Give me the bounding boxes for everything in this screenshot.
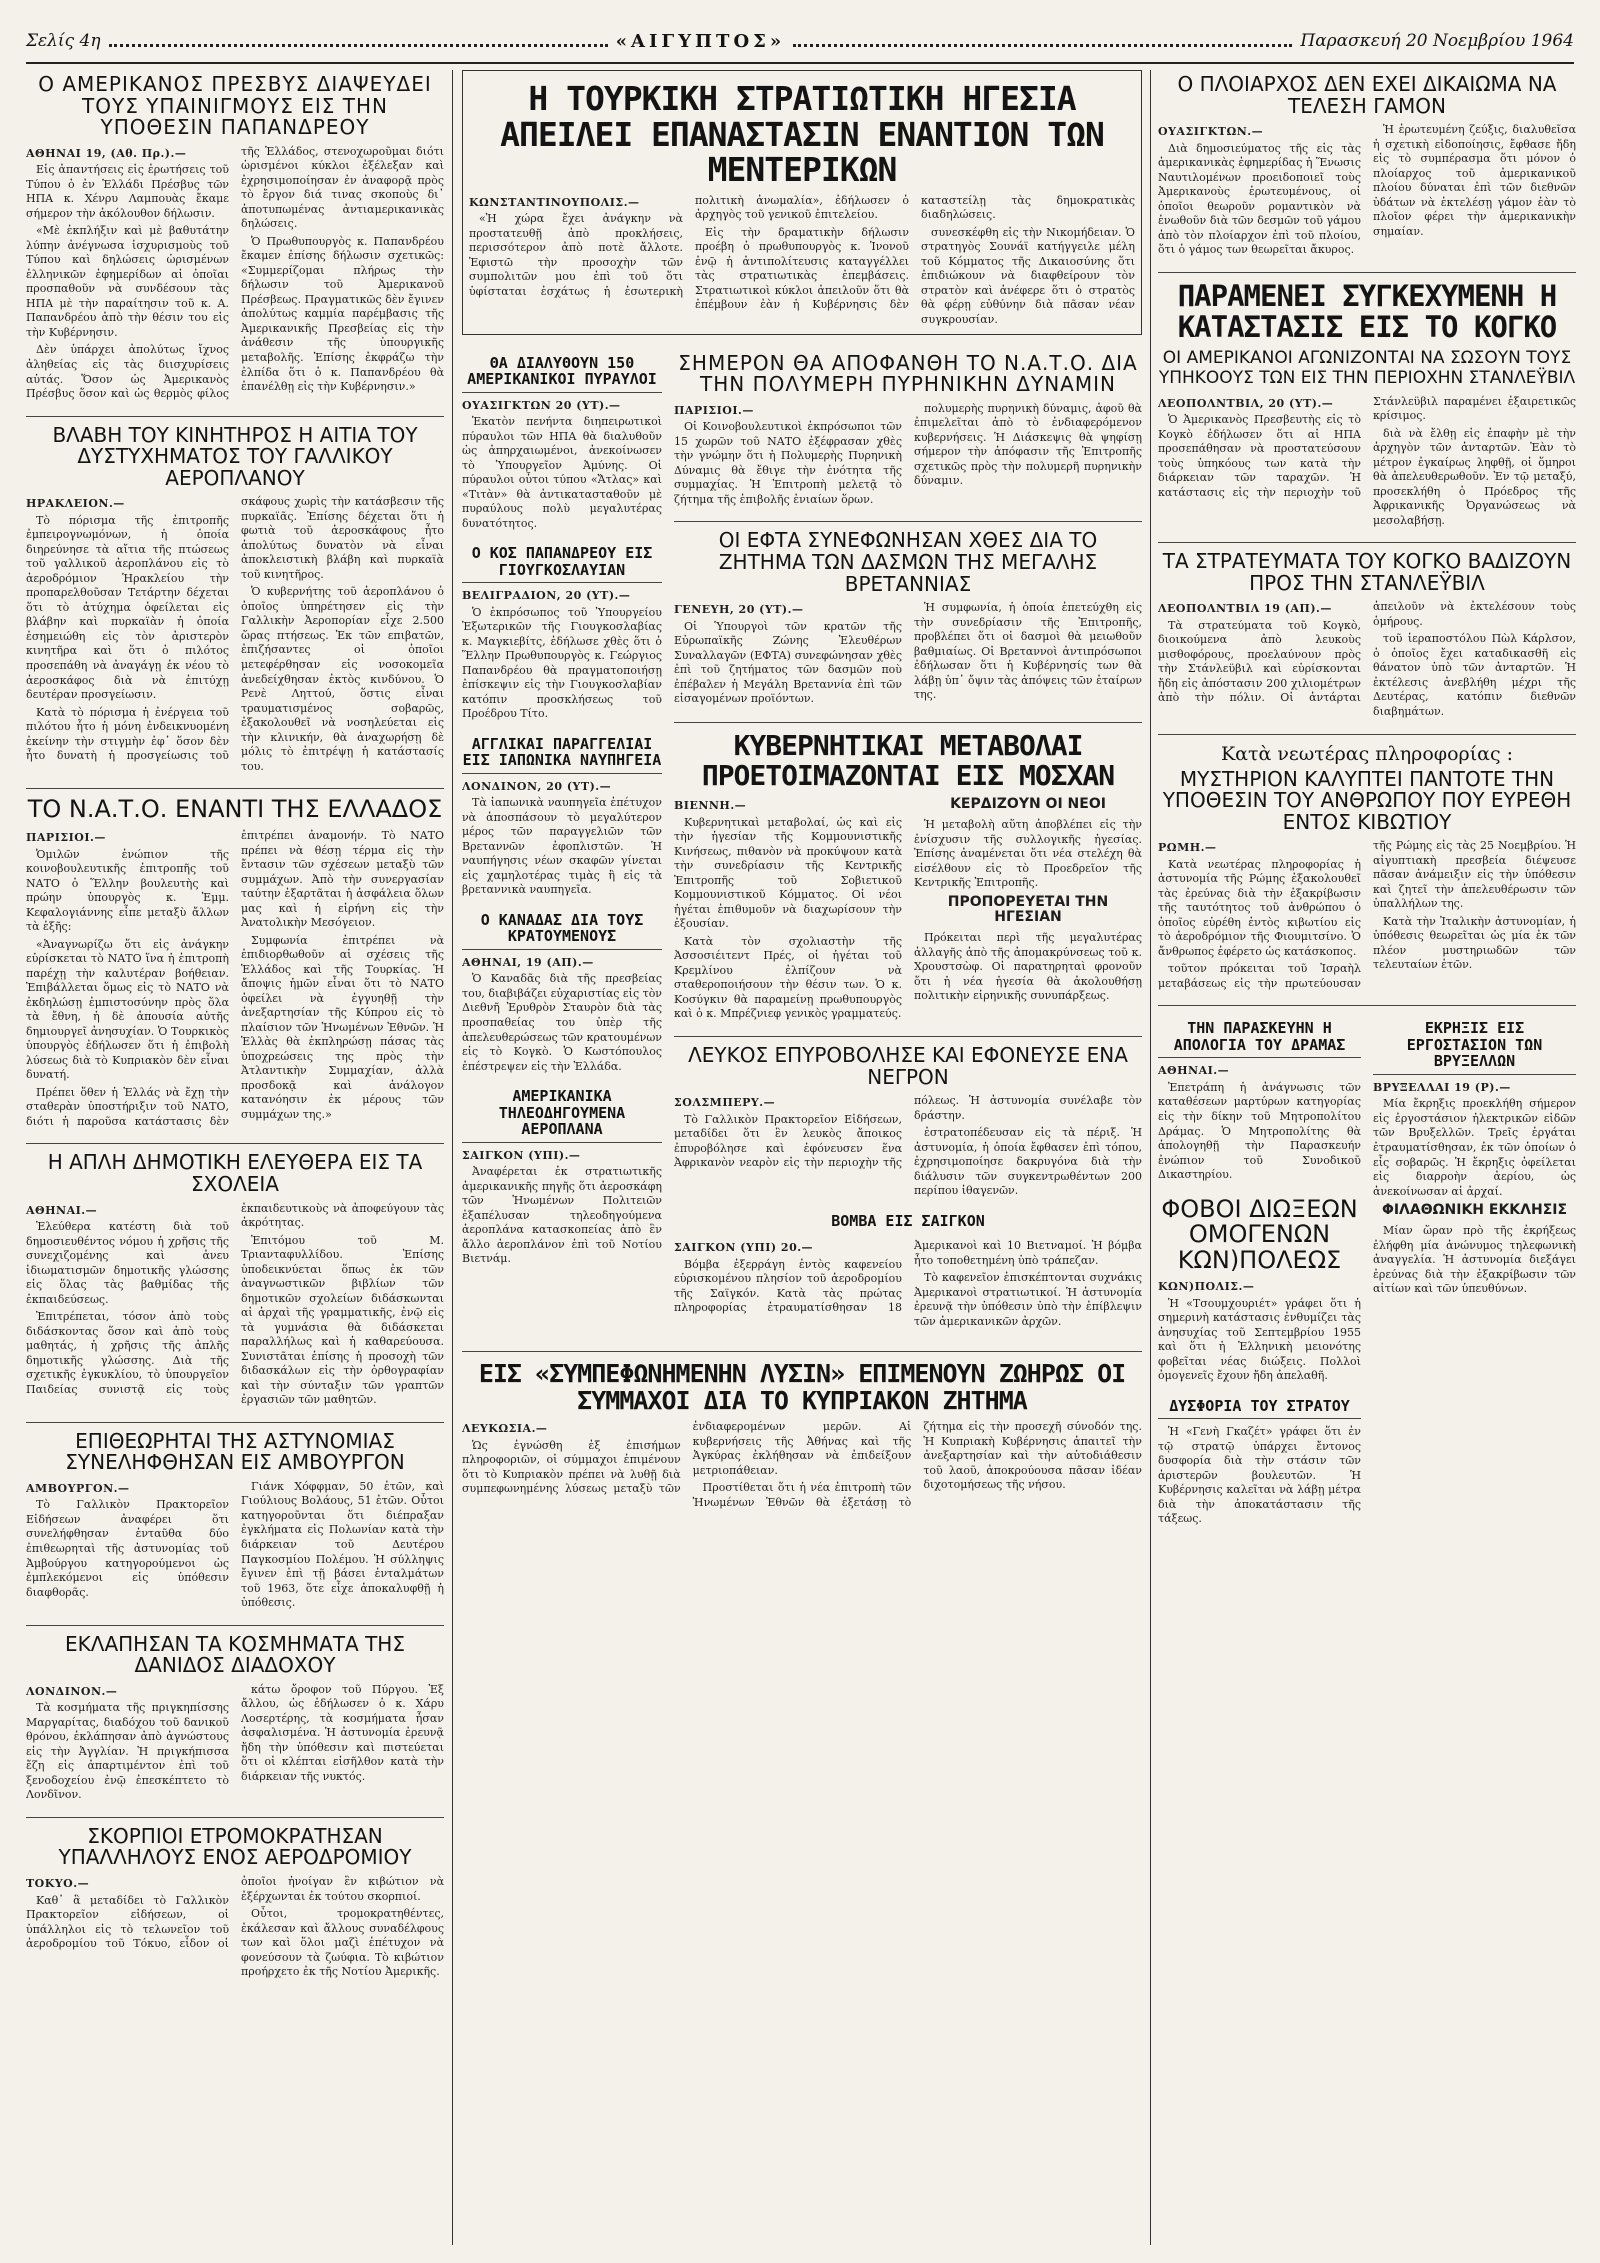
headline: ΣΚΟΡΠΙΟΙ ΕΤΡΟΜΟΚΡΑΤΗΣΑΝ ΥΠΑΛΛΗΛΟΥΣ ΕΝΟΣ ΑΕΡΟΔΡΟΜΙΟΥ: [58, 1823, 412, 1870]
separator: [674, 521, 1142, 522]
paragraph: Πρέπει ὅθεν ἡ Ἑλλάς νὰ ἔχῃ τὴν σταθερὰν ὑποστήριξιν τοῦ ΝΑΤΟ, διότι ἡ παροῦσα κατάστασις δὲν ἐπιτρέπει ἀναμονήν. Τὸ ΝΑΤΟ πρέπει νὰ θέσῃ τέρμα εἰς τὴν ἔντασιν τῶν σχέσεων μεταξὺ τῶν συμμάχων. Ἀπὸ τὴν συνεργασίαν ταύτην ἐξαρτᾶται ἡ ἀσφάλεια ὅλων μας καὶ ἡ εἰρήνη εἰς τὴν Ἀνατολικὴν Μεσόγειον.: [26, 829, 444, 1128]
page-label: Σελίς 4η: [26, 31, 101, 51]
paragraph: Ἐπιτόμου τοῦ Μ. Τριανταφυλλίδου. Ἐπίσης ὑποδεικνύεται ὅπως ἐκ τῶν ἀναγνωστικῶν βιβλίων τῶν δημοτικῶν σχολείων διδάσκωνται αἱ ἀρχαὶ τῆς γραμματικῆς, ἐνῷ εἰς τὰ γυμνάσια θὰ διδάσκεται παραλλήλως καὶ ἡ καθαρεύουσα. Συνιστᾶται ἐπίσης ἡ προσοχὴ τῶν διδασκάλων εἰς τὴν ὀρθογραφίαν καὶ τὴν σύνταξιν τῶν γραπτῶν ἐργασιῶν τῶν μαθητῶν.: [241, 1233, 444, 1407]
separator: [26, 1422, 444, 1423]
dateline: ΗΡΑΚΛΕΙΟΝ.—: [26, 497, 125, 511]
center-split: [462, 349, 1142, 1344]
dateline: ΑΘΗΝΑΙ, 19 (ΑΠ).—: [462, 955, 594, 969]
article-body: [674, 1239, 1142, 1329]
paragraph: Βόμβα ἐξερράγη ἐντὸς καφενείου εὑρισκομένου πλησίον τοῦ ἀεροδρομίου τῆς Σαϊγκόν. Κατὰ τὰς πρώτας πληροφορίας ἐτραυματίσθησαν 18 Ἀμερικανοὶ καὶ 10 Βιετναμοί. Ἡ βόμβα ἦτο τοποθετημένη ὑπὸ τράπεζαν.: [674, 1239, 1142, 1315]
headline: ΑΜΕΡΙΚΑΝΙΚΑ ΤΗΛΕΟΔΗΓΟΥΜΕΝΑ ΑΕΡΟΠΛΑΝΑ: [462, 1088, 662, 1143]
paragraph: Ὁ κυβερνήτης τοῦ ἀεροπλάνου ὁ ὁποῖος ὑπηρέτησεν εἰς τὴν Γαλλικὴν Ἀεροπορίαν εἶχε 2.500 ὥρας πτήσεως. Ἐκ τῶν επιβατῶν, ἐπιζήσαντες οἱ ὁποῖοι μετεφέρθησαν εἰς νοσοκομεῖα ἀνεδείχθησαν ἐκτὸς κινδύνου. Ὁ Ρενὲ Ληττού, ὅστις εἶναι τραυματισμένος σοβαρῶς, ἐξακολουθεῖ νὰ νοσηλεύεται εἰς τὴν κλινικήν, θὰ ἀναχωρήσῃ δὲ μόλις τὸ ἐπιτρέψῃ ἡ κατάστασίς του.: [241, 585, 444, 773]
dateline: ΚΩΝΣΤΑΝΤΙΝΟΥΠΟΛΙΣ.—: [469, 195, 640, 209]
article-body: [1158, 600, 1576, 719]
article-congo-confused: [1158, 278, 1576, 528]
paragraph: κάτω ὄροφον τοῦ Πύργου. Ἐξ ἄλλου, ὡς ἐδήλωσεν ὁ κ. Χάρυ Λοσερτέρης, τὰ κοσμήματα ἦσαν ἀσφαλισμένα. Ἡ ἀστυνομία ἐρευνᾷ ἤδη τὴν ὑπόθεσιν καὶ πιστεύεται ὅτι οἱ κλέπται εἰσῆλθον κατὰ τὴν διάρκειαν τῆς νυκτός.: [241, 1682, 444, 1783]
dateline: ΣΟΛΣΜΠΕΡΥ.—: [674, 1096, 776, 1110]
article-demotic: [26, 1152, 444, 1407]
article-body: [26, 1480, 444, 1611]
dateline: ΠΑΡΙΣΙΟΙ.—: [674, 403, 754, 417]
paragraph: Πρόκειται περὶ τῆς μεγαλυτέρας ἀλλαγῆς ἀπὸ τῆς ἀπομακρύνσεως τοῦ κ. Χρουστσὼφ. Οἱ παρατηρηταὶ φρονοῦν ὅτι ἡ νέα ἡγεσία θὰ ἀκολουθήσῃ πολιτικὴν εἰρηνικῆς συνυπάρξεως.: [914, 931, 1142, 1003]
paragraph: Κατὰ νεωτέρας πληροφορίας ἡ ἀστυνομία τῆς Ρώμης ἐξακολουθεῖ τὰς ἐρεύνας διὰ τὴν ἐξακρίβωσιν τῆς ταυτότητος τοῦ ἀνθρώπου ὁ ὁποῖος εὑρέθη ἐντὸς κιβωτίου εἰς τὸ ἀεροδρόμιον τῆς Φιουμιτσίνο. Ὁ ἄνθρωπος ἐφέρετο ὡς κατάσκοπος.: [1158, 857, 1361, 958]
paragraph: Τὰ στρατεύματα τοῦ Κογκὸ, διοικούμενα ἀπὸ λευκοὺς μισθοφόρους, προελαύνουν πρὸς τὴν Στάνλεϋβιλ καὶ εὑρίσκονται ἤδη εἰς ἀπόστασιν 200 χιλιομέτρων ἀπὸ τὴν πόλιν. Οἱ ἀντάρται ἀπειλοῦν νὰ ἐκτελέσουν τοὺς ὁμήρους.: [1158, 600, 1576, 705]
article-body: [26, 829, 444, 1129]
article-body: [674, 1094, 1142, 1199]
headline: ΟΙ ΕΦΤΑ ΣΥΝΕΦΩΝΗΣΑΝ ΧΘΕΣ ΔΙΑ ΤΟ ΖΗΤΗΜΑ ΤΩΝ ΔΑΣΜΩΝ ΤΗΣ ΜΕΓΑΛΗΣ ΒΡΕΤΑΝΝΙΑΣ: [718, 528, 1098, 596]
headline: ΤΗΝ ΠΑΡΑΣΚΕΥΗΝ Η ΑΠΟΛΟΓΙΑ ΤΟΥ ΔΡΑΜΑΣ: [1158, 1020, 1361, 1058]
headline: ΒΛΑΒΗ ΤΟΥ ΚΙΝΗΤΗΡΟΣ Η ΑΙΤΙΑ ΤΟΥ ΔΥΣΤΥΧΗΜΑΤΟΣ ΤΟΥ ΓΑΛΛΙΚΟΥ ΑΕΡΟΠΛΑΝΟΥ: [52, 422, 418, 490]
paragraph: Μία ἔκρηξις προεκλήθη σήμερον εἰς ἐργοστάσιον ἠλεκτρικῶν εἰδῶν τῶν Βρυξελλῶν. Τρεῖς ἐργάται ἐτραυματίσθησαν, ἐκ τῶν ὁποίων ὁ εἷς σοβαρῶς. Ἡ ἔκρηξις ὀφείλεται εἰς διαρροὴν ἀερίου, ὡς ἀνεκοίνωσαν αἱ ἀρχαί.: [1373, 1097, 1576, 1198]
paragraph: τοῦτον πρόκειται τοῦ Ἰσραὴλ μεταβάσεως εἰς τὴν πρωτεύουσαν τῆς Ρώμης εἰς τὰς 25 Νοεμβρίου. Ἡ αἰγυπτιακὴ πρεσβεία διέψευσε πᾶσαν ἀνάμειξιν εἰς τὴν ὑπόθεσιν καὶ ζητεῖ τὴν ἀπελευθέρωσιν τῶν ὑπαλλήλων της.: [1158, 839, 1576, 990]
right-sub-left: [1158, 1014, 1361, 1541]
dateline: ΛΟΝΔΙΝΟΝ, 20 (ΥΤ).—: [462, 779, 612, 793]
headline: ΛΕΥΚΟΣ ΕΠΥΡΟΒΟΛΗΣΕ ΚΑΙ ΕΦΟΝΕΥΣΕ ΕΝΑ ΝΕΓΡΟΝ: [688, 1042, 1128, 1089]
dateline: ΛΟΝΔΙΝΟΝ.—: [26, 1684, 118, 1698]
paragraph: διὰ νὰ ἔλθῃ εἰς ἐπαφὴν μὲ τὴν ἀρχηγὸν τῶν ἀνταρτῶν. Ἐὰν τὸ μέτρον ἐγκαίρως ληφθῇ, οἱ ὅμηροι θὰ ἀπελευθερωθοῦν. Ἐν τῷ μεταξύ, προσεκλήθη ὁ Πρόεδρος τῆς Ἀφρικανικῆς Ὀργανώσεως νὰ μεσολαβήσῃ.: [1373, 426, 1576, 527]
article-box-man: [1158, 743, 1576, 992]
paragraph: τοῦ ἱεραποστόλου Πὼλ Κάρλσον, ὁ ὁποῖος ἔχει καταδικασθῆ εἰς θάνατον ὑπὸ τῶν ἀνταρτῶν. Ἡ ἐκτέλεσις ἀνεβλήθη μέχρι τῆς Δευτέρας, κατόπιν διεθνῶν διαβημάτων.: [1373, 632, 1576, 718]
article-body: [26, 1875, 444, 1980]
paper-name: «ΑΙΓΥΠΤΟΣ»: [615, 30, 786, 52]
paragraph: Οἱ Ὑπουργοὶ τῶν κρατῶν τῆς Εὐρωπαϊκῆς Ζώνης Ἐλευθέρων Συναλλαγῶν (ΕΦΤΑ) συνεφώνησαν χθὲς ἐπὶ τοῦ ζητήματος τῶν δασμῶν ποὺ ἐπέβαλεν ἡ Μεγάλη Βρεταννία ἐπὶ τῶν εἰσαγομένων προϊόντων.: [674, 619, 902, 706]
dateline: ΚΩΝ)ΠΟΛΙΣ.—: [1158, 1280, 1255, 1294]
article-body: [26, 495, 444, 774]
dateline: ΑΘΗΝΑΙ.—: [1158, 1064, 1230, 1078]
column-center: [462, 70, 1142, 2245]
column-divider-2: [1150, 70, 1151, 2245]
article-body: [26, 145, 444, 402]
paragraph: Κατὰ τὴν Ἰταλικὴν ἀστυνομίαν, ἡ ὑπόθεσις θεωρεῖται ὡς μία ἐκ τῶν πλέον μυστηριωδῶν τῶν τελευταίων ἐτῶν.: [1373, 914, 1576, 972]
paragraph: «Ἡ χώρα ἔχει ἀνάγκην νὰ προστατευθῇ ἀπὸ προκλήσεις, περισσότερον ἀπὸ ποτὲ ἄλλοτε. Ἐφιστῶ τὴν προσοχὴν τῶν συμπολιτῶν μου ἐπὶ τοῦ ὅτι ὑφίσταται ἐσχάτως ἡ ἐσωτερικὴ πολιτικὴ ἀνωμαλία», ἐδήλωσεν ὁ ἀρχηγὸς τοῦ γενικοῦ ἐπιτελείου.: [469, 193, 909, 298]
paragraph: Ἡ «Γενὴ Γκαζέτ» γράφει ὅτι ἐν τῷ στρατῷ ὑπάρχει ἔντονος δυσφορία διὰ τὴν στάσιν τῶν ἀριστερῶν βουλευτῶν. Ἡ Κυβέρνησις καλεῖται νὰ λάβῃ μέτρα διὰ τὴν ἀποκατάστασιν τῆς τάξεως.: [1158, 1425, 1361, 1526]
headline: Η ΑΠΛΗ ΔΗΜΟΤΙΚΗ ΕΛΕΥΘΕΡΑ ΕΙΣ ΤΑ ΣΧΟΛΕΙΑ: [47, 1150, 423, 1196]
headline: ΤΑ ΣΤΡΑΤΕΥΜΑΤΑ ΤΟΥ ΚΟΓΚΟ ΒΑΔΙΖΟΥΝ ΠΡΟΣ ΤΗΝ ΣΤΑΝΛΕΫΒΙΛ: [1162, 549, 1572, 595]
article-drones: [462, 1088, 662, 1267]
masthead-dots-right: [793, 36, 1292, 47]
article-papandreou-yugoslavia: [462, 545, 662, 722]
headline: ΑΓΓΛΙΚΑΙ ΠΑΡΑΓΓΕΛΙΑΙ ΕΙΣ ΙΑΠΩΝΙΚΑ ΝΑΥΠΗΓΕΙΑ: [462, 736, 662, 774]
separator: [26, 1625, 444, 1626]
center-sidebar: [462, 349, 662, 1344]
paragraph: Ἐλεύθερα κατέστη διὰ τοῦ δημοσιευθέντος νόμου ἡ χρῆσις τῆς συνεχιζομένης καὶ ἀνευ ἰδιωματισμῶν δημοτικῆς γλώσσης εἰς ὅλας τὰς βαθμίδας τῆς ἐκπαιδεύσεως.: [26, 1220, 229, 1306]
headline: ΜΥΣΤΗΡΙΟΝ ΚΑΛΥΠΤΕΙ ΠΑΝΤΟΤΕ ΤΗΝ ΥΠΟΘΕΣΙΝ ΤΟΥ ΑΝΘΡΩΠΟΥ ΠΟΥ ΕΥΡΕΘΗ ΕΝΤΟΣ ΚΙΒΩΤΙΟΥ: [1162, 766, 1572, 834]
paragraph: Τὰ κοσμήματα τῆς πριγκηπίσσης Μαργαρίτας, διαδόχου τοῦ δανικοῦ θρόνου, ἐκλάπησαν ἀπὸ ἀγνώστους εἰς τὴν Ἀγγλίαν. Ἡ πριγκήπισσα ἔζη εἰς ἀπαρτιμέντον ἐπὶ τοῦ ξενοδοχείου ἐνῷ ἐπεσκέπτετο τὸ Λονδῖνον.: [26, 1701, 229, 1802]
paragraph: Ἡ ἐρωτευμένη ζεύξις, διαλυθεῖσα ἡ σχετικὴ εἰδοποίησις, ἔφθασε ἤδη εἰς τὸ συμπέρασμα ὅτι μόνον ὁ πλοίαρχος τοῦ ἀμερικανικοῦ πλοίου δύναται ἐπὶ τῶν διεθνῶν ὑδάτων νὰ ἐκτελέσῃ γάμον ἐὰν τὸ πλοῖον φέρει τὴν ἀμερικανικὴν σημαίαν.: [1373, 123, 1576, 238]
article-body: [26, 1683, 444, 1803]
article-body: [462, 399, 662, 532]
paragraph: Οὗτοι, τρομοκρατηθέντες, ἐκάλεσαν καὶ ἄλλους συναδέλφους των καὶ ὅλοι μαζὶ ἐπέτυχον νὰ φονεύσουν τὰ ζωύφια. Τὸ κιβώτιον προήρχετο ἐκ τῆς Νοτίου Ἀμερικῆς.: [241, 1907, 444, 1979]
separator: [26, 1143, 444, 1144]
paragraph: «Μὲ ἐκπλήξιν καὶ μὲ βαθυτάτην λύπην ἀνέγνωσα ἰσχυρισμοὺς τοῦ Τύπου καὶ δηλώσεις ὡρισμένων ἑλληνικῶν ἐφημερίδων αἱ ὁποῖαι προσπαθοῦν νὰ συνδέσουν τὰς ΗΠΑ μὲ τὴν παραίτησιν τοῦ κ. Α. Παπανδρέου ἀπὸ τὴν θέσιν του εἰς τὴν Κυβέρνησιν.: [26, 224, 229, 339]
paragraph: Ἐπετράπη ἡ ἀνάγνωσις τῶν καταθέσεων μαρτύρων κατηγορίας εἰς τὴν δίκην τοῦ Μητροπολίτου Δράμας. Ὁ Μητροπολίτης θὰ ἀπολογηθῇ τὴν Παρασκευήν ἐνώπιον τοῦ Συνοδικοῦ Δικαστηρίου.: [1158, 1080, 1361, 1182]
subheading: ΠΡΟΠΟΡΕΥΕΤΑΙ ΤΗΝ ΗΓΕΣΙΑΝ: [947, 893, 1109, 925]
dateline: ΑΘΗΝΑΙ 19, (Αθ. Πρ.).—: [26, 146, 187, 160]
paragraph: Εἰς ἀπαντήσεις εἰς ἐρωτήσεις τοῦ Τύπου ὁ ἐν Ἑλλάδι Πρέσβυς τῶν ΗΠΑ κ. Χένρυ Λαμπουὰς ἔκαμε σήμερον τὴν ἀκόλουθον δήλωσιν.: [26, 163, 229, 220]
paragraph: Μίαν ὥραν πρὸ τῆς ἐκρήξεως ἐλήφθη μία ἀνώνυμος τηλεφωνικὴ ἀναγγελία. Ἡ ἀστυνομία διεξάγει ἐρεύνας διὰ τὴν ἐξακρίβωσιν τῶν αἰτίων καὶ τῶν ὑπευθύνων.: [1373, 1224, 1576, 1296]
paragraph: Ὁ Καναδᾶς διὰ τῆς πρεσβείας του, διαβιβάζει εὐχαριστίας εἰς τὸν Διεθνῆ Ἐρυθρὸν Σταυρὸν διὰ τὰς προσπαθείας του ὑπὲρ τῆς ἀπελευθερώσεως τῶν κρατουμένων εἰς τὸ Κογκὸ. Ὁ Κωστόπουλος ἐπέστρεψεν εἰς τὴν Ἑλλάδα.: [462, 972, 662, 1073]
separator: [1158, 542, 1576, 543]
article-shipyards: [462, 736, 662, 898]
article-fears: [1158, 1194, 1361, 1384]
paragraph: Τὸ καφενεῖον ἐπισκέπτονται συχνάκις Ἀμερικανοὶ στρατιωτικοί. Ἡ ἀστυνομία ἐρευνᾷ τὴν ὑπόθεσιν ὑπὸ τὴν ἐπίβλεψιν τῶν ἀμερικανικῶν ἀρχῶν.: [914, 1271, 1142, 1328]
paragraph: Δὲν ὑπάρχει ἀπολύτως ἴχνος ἀληθείας εἰς τὰς διισχυρίσεις αὐτάς. Ὅσον ὡς Ἀμερικανὸς Πρέσβυς ὅσον καὶ ὡς θερμὸς φίλος τῆς Ἑλλάδος, στενοχωροῦμαι διότι ὡρισμένοι κύκλοι ἐξέλεξαν καὶ ἐχρησιμοποίησαν ἐν ἀναφορᾷ πρὸς τὸ ἔργον διά τινας σκοποὺς δι᾽ ἀποτυπωμένας ἀντιαμερικανικὰς δηλώσεις.: [26, 144, 444, 401]
paragraph: Καθ᾽ ἃ μεταδίδει τὸ Γαλλικὸν Πρακτορεῖον εἰδήσεων, οἱ ὑπάλληλοι εἰς τὸ τελωνεῖον τοῦ ἀεροδρομίου τοῦ Τόκυο, εἶδον οἱ ὁποῖοι ἠνοίγαν ἓν κιβώτιον νὰ ἐξέρχωνται ἐκ τούτου σκορπιοί.: [26, 1875, 444, 1951]
article-body: [462, 589, 662, 722]
headline: ΕΚΡΗΞΙΣ ΕΙΣ ΕΡΓΟΣΤΑΣΙΟΝ ΤΩΝ ΒΡΥΞΕΛΛΩΝ: [1373, 1020, 1576, 1075]
paragraph: Κατὰ τὸ πόρισμα ἡ ἐνέργεια τοῦ πιλότου ἦτο ἡ μόνη ἐνδεικνυομένη ἐκείνην τὴν στιγμὴν ἐφ᾽ ὅσον δὲν ἦτο δυνατὴ ἡ προσγείωσις τοῦ σκάφους χωρὶς τὴν κατάσβεσιν τῆς πυρκαϊᾶς. Ἐπίσης δέχεται ὅτι ἡ φωτιὰ τοῦ ἀεροσκάφους ἦτο ἀπολύτως δυνατὸν νὰ εἶναι ἀποκλειστικὴ βλάβη καὶ πυρκαϊὰ τοῦ κινητῆρος.: [26, 495, 444, 763]
right-split: [1158, 1014, 1576, 1541]
dateline: ΤΟΚΥΟ.—: [26, 1877, 90, 1891]
paragraph: Εἰς τὴν δραματικὴν δήλωσιν προέβη ὁ πρωθυπουργὸς κ. Ἰνονοῦ ἐνῷ ἡ ἀντιπολίτευσις καταγγέλλει τὰς στρατιωτικὰς ἐπεμβάσεις. Στρατιωτικοὶ κύκλοι ἀπειλοῦν ὅτι θὰ ἐπέμβουν ἐὰν ἡ Κυβέρνησις δὲν καταστείλῃ τὰς δημοκρατικὰς διαδηλώσεις.: [695, 193, 1135, 312]
article-rhodesia: [674, 1042, 1142, 1199]
dateline: ΣΑΙΓΚΟΝ (ΥΠΙ) 20.—: [674, 1241, 814, 1255]
dateline: ΓΕΝΕΥΗ, 20 (ΥΤ).—: [674, 603, 804, 617]
separator: [26, 1817, 444, 1818]
paragraph: Κυβερνητικαὶ μεταβολαί, ὡς καὶ εἰς τὴν ἡγεσίαν τῆς Κομμουνιστικῆς Κινήσεως, πιθανὸν νὰ προκύψουν κατὰ τὴν συνεδρίασιν τῆς Κεντρικῆς Ἐπιτροπῆς τοῦ Σοβιετικοῦ Κομμουνιστικοῦ Κόμματος. Οἱ νέοι ἡγέται ἐπιθυμοῦν νὰ διαχωρίσουν τὴν ἐξουσίαν.: [674, 815, 902, 931]
center-main: [674, 349, 1142, 1344]
article-body: [1158, 1425, 1361, 1527]
masthead-dots-left: [109, 36, 608, 47]
article-missiles: [462, 355, 662, 532]
masthead: [26, 26, 1574, 56]
paragraph: Ἡ «Τσουμχουριέτ» γράφει ὅτι ἡ σημερινὴ κατάστασις ἐνθυμίζει τὰς ἀνησυχίας τοῦ Σεπτεμβρίου 1955 καὶ ὅτι ἡ Ἑλληνικὴ μειονότης φοβεῖται νέας διώξεις. Πολλοὶ ὁμογενεῖς ἔχουν ἤδη ἀπελαθῆ.: [1158, 1296, 1361, 1383]
separator: [674, 1036, 1142, 1037]
deck: ΟΙ ΑΜΕΡΙΚΑΝΟΙ ΑΓΩΝΙΖΟΝΤΑΙ ΝΑ ΣΩΣΟΥΝ ΤΟΥΣ ΥΠΗΚΟΟΥΣ ΤΩΝ ΕΙΣ ΤΗΝ ΠΕΡΙΟΧΗΝ ΣΤΑΝΛΕΫΒΙΛ: [1158, 348, 1576, 388]
paragraph: Ἑκατὸν πενήντα διηπειρωτικοὶ πύραυλοι τῶν ΗΠΑ θὰ διαλυθοῦν ὡς ἀπηρχαιωμένοι, ἀνεκοίνωσεν τὸ Ὑπουργεῖον Ἀμύνης. Οἱ πύραυλοι οὗτοι τύπου «Ἄτλας» καὶ «Τιτὰν» θὰ ἀντικατασταθοῦν μὲ πυραύλους πολὺ μεγαλυτέρας δυνατότητος.: [462, 415, 662, 530]
kicker: Κατὰ νεωτέρας πληροφορίας :: [1220, 742, 1514, 765]
dateline: ΟΥΑΣΙΓΚΤΩΝ.—: [1158, 125, 1264, 139]
subheading: ΦΙΛΑΘΩΝΙΚΗ ΕΚΚΛΗΣΙΣ: [1381, 1202, 1568, 1219]
article-turkey-lead: [462, 70, 1142, 335]
headline: Ο ΚΑΝΑΔΑΣ ΔΙΑ ΤΟΥΣ ΚΡΑΤΟΥΜΕΝΟΥΣ: [462, 912, 662, 950]
separator: [26, 788, 444, 789]
dateline: ΑΜΒΟΥΡΓΟΝ.—: [26, 1481, 130, 1495]
headline: Ο ΠΛΟΙΑΡΧΟΣ ΔΕΝ ΕΧΕΙ ΔΙΚΑΙΩΜΑ ΝΑ ΤΕΛΕΣΗ ΓΑΜΟΝ: [1177, 72, 1557, 118]
paragraph: Ὁ Ἀμερικανὸς Πρεσβευτὴς εἰς τὸ Κογκὸ ἐδήλωσεν ὅτι αἱ ΗΠΑ προσεπάθησαν νὰ προστατεύσουν τοὺς ὑπηκόους των κατὰ τὴν διάρκειαν τῶν ταραχῶν. Ἡ κατάστασις εἰς τὴν περιοχὴν τοῦ Στάνλεϋβιλ παραμένει ἐξαιρετικῶς κρίσιμος.: [1158, 394, 1576, 499]
paragraph: Ἐπιτρέπεται, τόσον ἀπὸ τοὺς διδάσκοντας ὅσον καὶ ἀπὸ τοὺς μαθητάς, ἡ χρῆσις τῆς ἁπλῆς δημοτικῆς γλώσσης. Διὰ τῆς σχετικῆς ἐγκυκλίου, τὸ ὑπουργεῖον Παιδείας συνιστᾷ εἰς τοὺς ἐκπαιδευτικοὺς νὰ ἀποφεύγουν τὰς ἀκρότητας.: [26, 1201, 444, 1396]
dateline: ΛΕΟΠΟΛΝΤΒΙΛ 19 (ΑΠ).—: [1158, 602, 1332, 616]
separator: [26, 416, 444, 417]
article-body: [462, 1149, 662, 1267]
paragraph: Ὡς ἐγνώσθη ἐξ ἐπισήμων πληροφοριῶν, οἱ σύμμαχοι ἐπιμένουν ὅτι τὸ Κυπριακὸν πρέπει νὰ λυθῇ διὰ συμπεφωνημένης λύσεως μεταξὺ τῶν ἐνδιαφερομένων μερῶν. Αἱ κυβερνήσεις τῆς Ἀθήνας καὶ τῆς Ἀγκύρας ἐκλήθησαν νὰ ἐπιδείξουν μετριοπάθειαν.: [462, 1420, 912, 1496]
headline: Ο ΑΜΕΡΙΚΑΝΟΣ ΠΡΕΣΒΥΣ ΔΙΑΨΕΥΔΕΙ ΤΟΥΣ ΥΠΑΙΝΙΓΜΟΥΣ ΕΙΣ ΤΗΝ ΥΠΟΘΕΣΙΝ ΠΑΠΑΝΔΡΕΟΥ: [38, 72, 432, 140]
dateline: ΛΕΥΚΩΣΙΑ.—: [462, 1422, 548, 1436]
masthead-rule: [26, 62, 1574, 64]
article-scorpions: [26, 1823, 444, 1980]
article-body: [462, 1420, 1142, 1510]
separator: [1158, 734, 1576, 735]
article-hamburg: [26, 1428, 444, 1611]
separator: [1158, 272, 1576, 273]
dateline: ΟΥΑΣΙΓΚΤΩΝ 20 (ΥΤ).—: [462, 398, 621, 412]
separator: [1158, 1005, 1576, 1006]
article-body: [674, 797, 1142, 1022]
article-body: [674, 402, 1142, 508]
article-body: [1373, 1081, 1576, 1297]
headline: ΤΟ Ν.Α.Τ.Ο. ΕΝΑΝΤΙ ΤΗΣ ΕΛΛΑΔΟΣ: [27, 795, 443, 824]
paragraph: πολυμερὴς πυρηνικὴ δύναμις, ἀφοῦ θὰ ἐπιμελεῖται ἀπὸ τὸ ἐνδιαφερόμενον κυβερνήσεις. Ἡ Διάσκεψις θὰ ψηφίσῃ σήμερον τὴν ἀπόφασιν τῆς Ἐπιτροπῆς σχετικῶς πρὸς τὴν πολυμερῆ πυρηνικὴν δύναμιν.: [914, 401, 1142, 488]
headline: Ο ΚΟΣ ΠΑΠΑΝΔΡΕΟΥ ΕΙΣ ΓΙΟΥΓΚΟΣΛΑΥΙΑΝ: [462, 545, 662, 583]
paragraph: Ὁ Πρωθυπουργὸς κ. Παπανδρέου ἔκαμεν ἐπίσης δήλωσιν σχετικῶς: «Συμμερίζομαι πλήρως τὴν δήλωσιν τοῦ Ἀμερικανοῦ Πρέσβεως. Πραγματικῶς δὲν ἔγινεν ἀπολύτως καμμία παρέμβασις τῆς Ἀμερικανικῆς Πρεσβείας εἰς τὴν ἀνάθεσιν τῆς ὑπουργικῆς μεταβολῆς. Ἐπίσης ἐκφράζω τὴν ἐλπίδα ὅτι ὁ κ. Παπανδρέου θὰ ἐπανέλθῃ εἰς τὴν Κυβέρνησιν.»: [241, 234, 444, 394]
headline: ΘΑ ΔΙΑΛΥΘΟΥΝ 150 ΑΜΕΡΙΚΑΝΙΚΟΙ ΠΥΡΑΥΛΟΙ: [462, 355, 662, 393]
article-efta: [674, 530, 1142, 707]
headline: ΚΥΒΕΡΝΗΤΙΚΑΙ ΜΕΤΑΒΟΛΑΙ ΠΡΟΕΤΟΙΜΑΖΟΝΤΑΙ ΕΙΣ ΜΟΣΧΑΝ: [701, 728, 1115, 792]
article-body: [26, 1202, 444, 1408]
article-cyprus: [462, 1360, 1142, 1510]
lead-headline: Η ΤΟΥΡΚΙΚΗ ΣΤΡΑΤΙΩΤΙΚΗ ΗΓΕΣΙΑ ΑΠΕΙΛΕΙ ΕΠΑΝΑΣΤΑΣΙΝ ΕΝΑΝΤΙΟΝ ΤΩΝ ΜΕΝΤΕΡΙΚΩΝ: [500, 79, 1104, 190]
headline: ΔΥΣΦΟΡΙΑ ΤΟΥ ΣΤΡΑΤΟΥ: [1158, 1398, 1361, 1420]
article-body: [1158, 123, 1576, 258]
paragraph: συνεσκέφθη εἰς τὴν Νικομήδειαν. Ὁ στρατηγὸς Σουνάϊ κατήγγειλε μέλη τοῦ Κόμματος τῆς Δικαιοσύνης ὅτι ἐπιδιώκουν νὰ διαφθείρουν τὸν στρατὸν καὶ ἀνέφερε ὅτι ὁ στρατὸς θὰ φέρῃ εὐθύνην διὰ πᾶσαν νέαν συγκρουσίαν.: [921, 225, 1135, 326]
article-body: [1158, 839, 1576, 991]
article-saigon-bomb: [674, 1213, 1142, 1330]
paragraph: Ἡ μεταβολὴ αὕτη ἀποβλέπει εἰς τὴν ἐνίσχυσιν τῆς συλλογικῆς ἡγεσίας. Ἐπίσης ἀναμένεται ὅτι νέα στελέχη θὰ εἰσέλθουν εἰς τὸ Προεδρεῖον τῆς Κεντρικῆς Ἐπιτροπῆς.: [914, 818, 1142, 890]
column-divider-1: [452, 70, 453, 2245]
column-right: [1158, 70, 1576, 2245]
article-ambassador: [26, 74, 444, 402]
headline: ΕΙΣ «ΣΥΜΠΕΦΩΝΗΜΕΝΗΝ ΛΥΣΙΝ» ΕΠΙΜΕΝΟΥΝ ΖΩΗΡΩΣ ΟΙ ΣΥΜΜΑΧΟΙ ΔΙΑ ΤΟ ΚΥΠΡΙΑΚΟΝ ΖΗΤΗΜΑ: [478, 1359, 1126, 1416]
paragraph: Ὁ ἐκπρόσωπος τοῦ Ὑπουργείου Ἐξωτερικῶν τῆς Γιουγκοσλαβίας κ. Μαγκιεβίτς, ἐδήλωσε χθὲς ὅτι ὁ Ἕλλην Πρωθυπουργὸς κ. Γεώργιος Παπανδρέου θὰ πραγματοποιήσῃ ἐπίσκεψιν εἰς τὴν Γιουγκοσλαβίαν κατόπιν προσκλήσεως τοῦ Προέδρου Τίτο.: [462, 605, 662, 721]
article-moscow: [674, 728, 1142, 1022]
article-drama-trial: [1158, 1020, 1361, 1182]
headline: ΠΑΡΑΜΕΝΕΙ ΣΥΓΚΕΧΥΜΕΝΗ Η ΚΑΤΑΣΤΑΣΙΣ ΕΙΣ ΤΟ ΚΟΓΚΟ: [1177, 278, 1557, 345]
dateline: ΡΩΜΗ.—: [1158, 841, 1217, 855]
paragraph: Τὰ ἰαπωνικὰ ναυπηγεῖα ἐπέτυχον νὰ ἀποσπάσουν τὸ μεγαλύτερον μέρος τῶν παραγγελιῶν τῶν Βρεταννῶν ἐφοπλιστῶν. Ἡ ναυπήγησις νέων σκαφῶν γίνεται εἰς χαμηλοτέρας τιμὰς ἢ εἰς τὰ βρεταννικὰ ναυπηγεῖα.: [462, 796, 662, 897]
dateline: ΛΕΟΠΟΛΝΤΒΙΛ, 20 (ΥΤ).—: [1158, 396, 1334, 410]
article-brussels-explosion: [1373, 1020, 1576, 1296]
headline: ΣΗΜΕΡΟΝ ΘΑ ΑΠΟΦΑΝΘΗ ΤΟ Ν.Α.Τ.Ο. ΔΙΑ ΤΗΝ ΠΟΛΥΜΕΡΗ ΠΥΡΗΝΙΚΗΝ ΔΥΝΑΜΙΝ: [678, 350, 1138, 397]
issue-date: Παρασκευή 20 Νοεμβρίου 1964: [1300, 31, 1574, 51]
headline: ΕΠΙΘΕΩΡΗΤΑΙ ΤΗΣ ΑΣΤΥΝΟΜΙΑΣ ΣΥΝΕΛΗΦΘΗΣΑΝ ΕΙΣ ΑΜΒΟΥΡΓΟΝ: [65, 1428, 405, 1475]
paragraph: «Ἀναγνωρίζω ὅτι εἰς ἀνάγκην εὑρίσκεται τὸ ΝΑΤΟ ἵνα ἡ ἐπιτροπὴ παρέχῃ τὴν καλυτέραν βοήθειαν. Ἐπιβάλλεται ὅμως εἰς τὸ ΝΑΤΟ νὰ ἐκδηλώσῃ ἐμπιστοσύνην πρὸς ὅλα τὰ ἔθνη, ἡ δὲ ἀπουσία αὐτῆς δημιουργεῖ ἀνησυχίαν. Ὁ Τουρκικὸς ὑπουργὸς ἐδήλωσεν ὅτι ἡ ἐπιβολὴ λύσεως διὰ τὸ Κυπριακὸν δὲν εἶναι δυνατή.: [26, 937, 229, 1082]
article-body: [1158, 395, 1576, 529]
separator: [462, 1351, 1142, 1352]
right-sub-right: [1373, 1014, 1576, 1541]
article-body: [462, 956, 662, 1074]
separator: [674, 722, 1142, 723]
subheading: ΚΕΡΔΙΖΟΥΝ ΟΙ ΝΕΟΙ: [950, 796, 1106, 813]
article-body: [674, 601, 1142, 708]
paragraph: Συμφωνία ἐπιτρέπει νὰ ἐπιδιορθωθοῦν αἱ σχέσεις τῆς Ἑλλάδος καὶ τῆς Τουρκίας. Ἡ ἄποψις ἡμῶν εἶναι ὅτι τὸ ΝΑΤΟ ὀφείλει νὰ ἐγγυηθῇ τὴν ἀνεξαρτησίαν τῆς Κύπρου εἰς τὸ πλαίσιον τῶν Ἡνωμένων Ἐθνῶν. Ἡ Ἑλλὰς θὰ ἐκπληρώσῃ πάσας τὰς ὑποχρεώσεις της πρὸς τὴν Ἀτλαντικὴν Συμμαχίαν, ἀλλὰ προσδοκᾷ καὶ ἀνάλογον κατανόησιν ἐκ μέρους τῶν συμμάχων της.»: [241, 933, 444, 1121]
paragraph: Τὸ Γαλλικὸν Πρακτορεῖον Εἰδήσεων, μεταδίδει ὅτι ἓν λευκὸς ἄποικος ἐπυροβόλησε καὶ ἐφόνευσεν ἕνα Ἀφρικανὸν νεαρὸν εἰς τὴν περιοχὴν τῆς πόλεως. Ἡ ἀστυνομία συνέλαβε τὸν δράστην.: [674, 1094, 1142, 1170]
article-body: [462, 780, 662, 898]
headline: ΒΟΜΒΑ ΕΙΣ ΣΑΙΓΚΟΝ: [831, 1211, 985, 1230]
paragraph: Τὸ πόρισμα τῆς ἐπιτροπῆς ἐμπειρογνωμόνων, ἡ ὁποία διηρεύνησε τὰ αἴτια τῆς πτώσεως τοῦ γαλλικοῦ ἀεροπλάνου εἰς τὸ ἀεροδρόμιον Ἡρακλείου τὴν προπαρελθοῦσαν Τετάρτην δέχεται ὅτι τὸ ἀτύχημα ὀφείλεται εἰς βλάβην καὶ πυρκαϊὰν ἡ ὁποία ἐσημειώθη εἰς τὸν ἀριστερὸν κινητῆρα καὶ ὅτι ὁ πιλότος προσεπάθη νὰ ἀναγάγῃ ἐκ νέου τὸ ἀεροσκάφος διὰ νὰ ἐπιτύχῃ δευτέραν προσγείωσιν.: [26, 513, 229, 702]
dateline: ΠΑΡΙΣΙΟΙ.—: [26, 831, 106, 845]
dateline: ΑΘΗΝΑΙ.—: [26, 1203, 98, 1217]
article-plane-crash: [26, 422, 444, 775]
paragraph: Προστίθεται ὅτι ἡ νέα ἐπιτροπὴ τῶν Ἡνωμένων Ἐθνῶν θὰ ἐξετάσῃ τὸ ζήτημα εἰς τὴν προσεχῆ σύνοδόν της. Ἡ Κυπριακὴ Κυβέρνησις ἀπαιτεῖ τὴν ἀνεξαρτησίαν καὶ τὴν αὐτοδιάθεσιν τοῦ λαοῦ, ἀποκρούουσα πᾶσαν ἰδέαν διχοτομήσεως τῆς νήσου.: [692, 1420, 1142, 1509]
paragraph: Ἀναφέρεται ἐκ στρατιωτικῆς ἀμερικανικῆς πηγῆς ὅτι ἀεροσκάφη τῶν Ἡνωμένων Πολιτειῶν ἐξαπέλυσαν τηλεοδηγούμενα ἀεροπλάνα κατασκοπείας ἀπὸ ἓν ἄλλο ἀεροπλάνον ἐπὶ τοῦ Νοτίου Βιετνάμ.: [462, 1165, 662, 1266]
dateline: ΒΡΥΞΕΛΛΑΙ 19 (Ρ).—: [1373, 1080, 1511, 1094]
column-left: [26, 70, 444, 2245]
article-congo-troops: [1158, 551, 1576, 719]
paragraph: Γιάνκ Χόφφμαν, 50 ἐτῶν, καὶ Γιούλιους Βολάους, 51 ἐτῶν. Οὗτοι κατηγοροῦνται ὅτι διέπραξαν ἐγκλήματα εἰς Πολωνίαν κατὰ τὴν διάρκειαν τοῦ Δευτέρου Παγκοσμίου Πολέμου. Ἡ σύλληψις ἔγινεν ἐπὶ τῇ βάσει ἐνταλμάτων τοῦ 1963, ὅτε εἶχε ἀποκαλυφθῇ ἡ ὑπόθεσις.: [241, 1479, 444, 1610]
dateline: ΣΑΙΓΚΟΝ (ΥΠΙ).—: [462, 1148, 581, 1162]
paragraph: Οἱ Κοινοβουλευτικοὶ ἐκπρόσωποι τῶν 15 χωρῶν τοῦ ΝΑΤΟ ἐξέφρασαν χθὲς τὴν γνώμην ὅτι ἡ Πολυμερὴς Πυρηνικὴ Δύναμις θὰ ἔθιγε τὴν ἐνότητα τῆς συμμαχίας. Ἡ Ἐπιτροπὴ μελετᾷ τὸ ζήτημα τῆς ἐπιβολῆς ἑνιαίων ὅρων.: [674, 420, 902, 506]
paragraph: Τὸ Γαλλικὸν Πρακτορεῖον Εἰδήσεων ἀναφέρει ὅτι συνελήφθησαν ἐνταῦθα δύο ἐπιθεωρηταὶ τῆς ἀστυνομίας τοῦ Ἀμβούργου κατηγορούμενοι ὡς ἐμπλεκόμενοι εἰς ὑπόθεσιν διαφθορᾶς.: [26, 1498, 229, 1599]
headline: ΦΟΒΟΙ ΔΙΩΞΕΩΝ ΟΜΟΓΕΝΩΝ ΚΩΝ)ΠΟΛΕΩΣ: [1161, 1194, 1358, 1275]
article-jewels: [26, 1631, 444, 1803]
article-captain-wedding: [1158, 74, 1576, 258]
article-nato-mlf: [674, 350, 1142, 508]
article-army: [1158, 1398, 1361, 1527]
article-canada: [462, 912, 662, 1074]
article-body: [1158, 1064, 1361, 1182]
paragraph: Κατὰ τὸν σχολιαστὴν τῆς Ἀσσοσιέιτεντ Πρές, οἱ ἡγέται τοῦ Κρεμλίνου ἐλπίζουν νὰ σταθεροποιήσουν τὴν θέσιν των. Ὁ κ. Κοσύγκιν θὰ παραμείνῃ πρωθυπουργὸς καὶ ὁ κ. Μπρέζνιεφ γενικὸς γραμματεύς.: [674, 934, 902, 1021]
article-body: [1158, 1280, 1361, 1384]
dateline: ΒΙΕΝΝΗ.—: [674, 799, 747, 813]
paragraph: Ὁμιλῶν ἐνώπιον τῆς κοινοβουλευτικῆς ἐπιτροπῆς τοῦ ΝΑΤΟ ὁ Ἕλλην βουλευτὴς καὶ πρώην ὑπουργὸς κ. Ἐμμ. Κεφαλογιάννης εἶπε μεταξὺ ἄλλων τὰ ἑξῆς:: [26, 847, 229, 934]
dateline: ΒΕΛΙΓΡΑΔΙΟΝ, 20 (ΥΤ).—: [462, 589, 631, 603]
paragraph: Ἡ συμφωνία, ἡ ὁποία ἐπετεύχθη εἰς τὴν συνεδρίασιν τῆς Ἐπιτροπῆς, προβλέπει ὅτι οἱ δασμοὶ θὰ μειωθοῦν βαθμιαίως. Οἱ Βρεταννοὶ ἀντιπρόσωποι ἐδήλωσαν ὅτι ἡ Κυβέρνησίς των θὰ λάβῃ ὑπ᾽ ὄψιν τὰς ἀπόψεις τῶν ἑταίρων της.: [914, 601, 1142, 702]
headline: ΕΚΛΑΠΗΣΑΝ ΤΑ ΚΟΣΜΗΜΑΤΑ ΤΗΣ ΔΑΝΙΔΟΣ ΔΙΑΔΟΧΟΥ: [65, 1631, 405, 1678]
article-nato-greece: [26, 797, 444, 1129]
article-body: [469, 194, 1135, 328]
paragraph: Διὰ δημοσιεύματος τῆς εἰς τὰς ἀμερικανικὰς ἐφημερίδας ἡ Ἕνωσις Ναυτιλομένων προειδοποιεῖ τοὺς Ἀμερικανοὺς ἐρωτευμένους, οἱ ὁποῖοι θεωροῦν ρομαντικὸν νὰ ἑνωθοῦν διὰ τῶν δεσμῶν τοῦ γάμου ἀπὸ τὸν πλοίαρχον ἐπὶ τοῦ πλοίου, ὅτι ὁ γάμος των θεωρεῖται ἄκυρος.: [1158, 141, 1361, 257]
paragraph: ἐστρατοπέδευσαν εἰς τὰ πέριξ. Ἡ ἀστυνομία, ἡ ὁποία ἔφθασεν ἐπὶ τόπου, ἐχρησιμοποίησε δακρυγόνα διὰ τὴν διάλυσιν τῶν συγκεντρωθέντων 200 περίπου ἰθαγενῶν.: [914, 1126, 1142, 1198]
